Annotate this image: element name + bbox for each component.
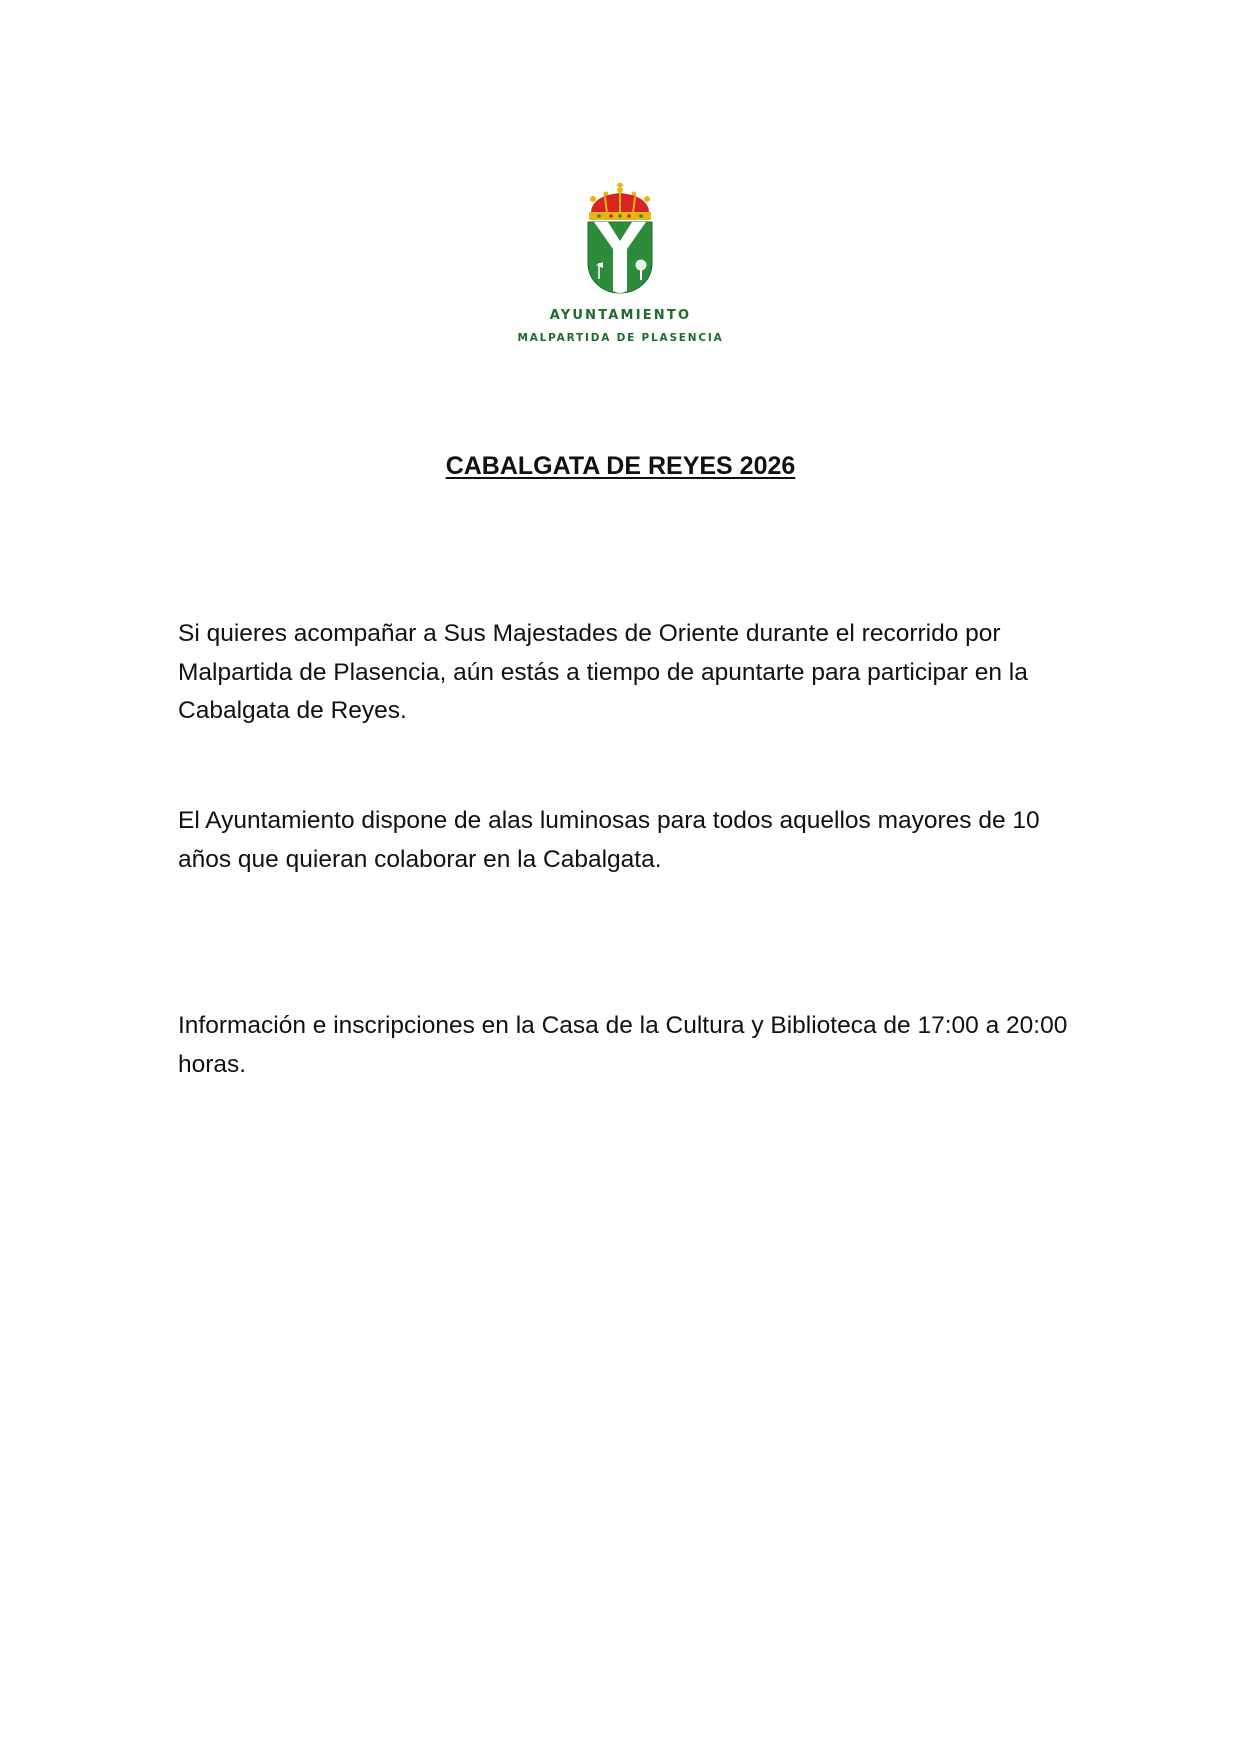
- paragraph-wings: El Ayuntamiento dispone de alas luminosas para todos aquellos mayores de 10 años que quieran colaborar en la Cabalgata.: [178, 807, 1040, 873]
- paragraph-info: Información e inscripciones en la Casa de la Cultura y Biblioteca de 17:00 a 20:00 horas.: [178, 1012, 1068, 1078]
- document-title: CABALGATA DE REYES 2026: [445, 452, 796, 480]
- org-name-line2: MALPARTIDA DE PLASENCIA: [517, 332, 724, 344]
- shield-icon: [588, 222, 652, 293]
- crown-icon: [589, 183, 651, 220]
- org-name-line1: AYUNTAMIENTO: [549, 308, 692, 323]
- paragraph-intro: Si quieres acompañar a Sus Majestades de Oriente durante el recorrido por Malpartida de Plasencia, aún estás a tiempo de apuntarte para participar en la Cabalgata de Reyes.: [178, 620, 1028, 724]
- coat-of-arms-logo: [585, 183, 655, 295]
